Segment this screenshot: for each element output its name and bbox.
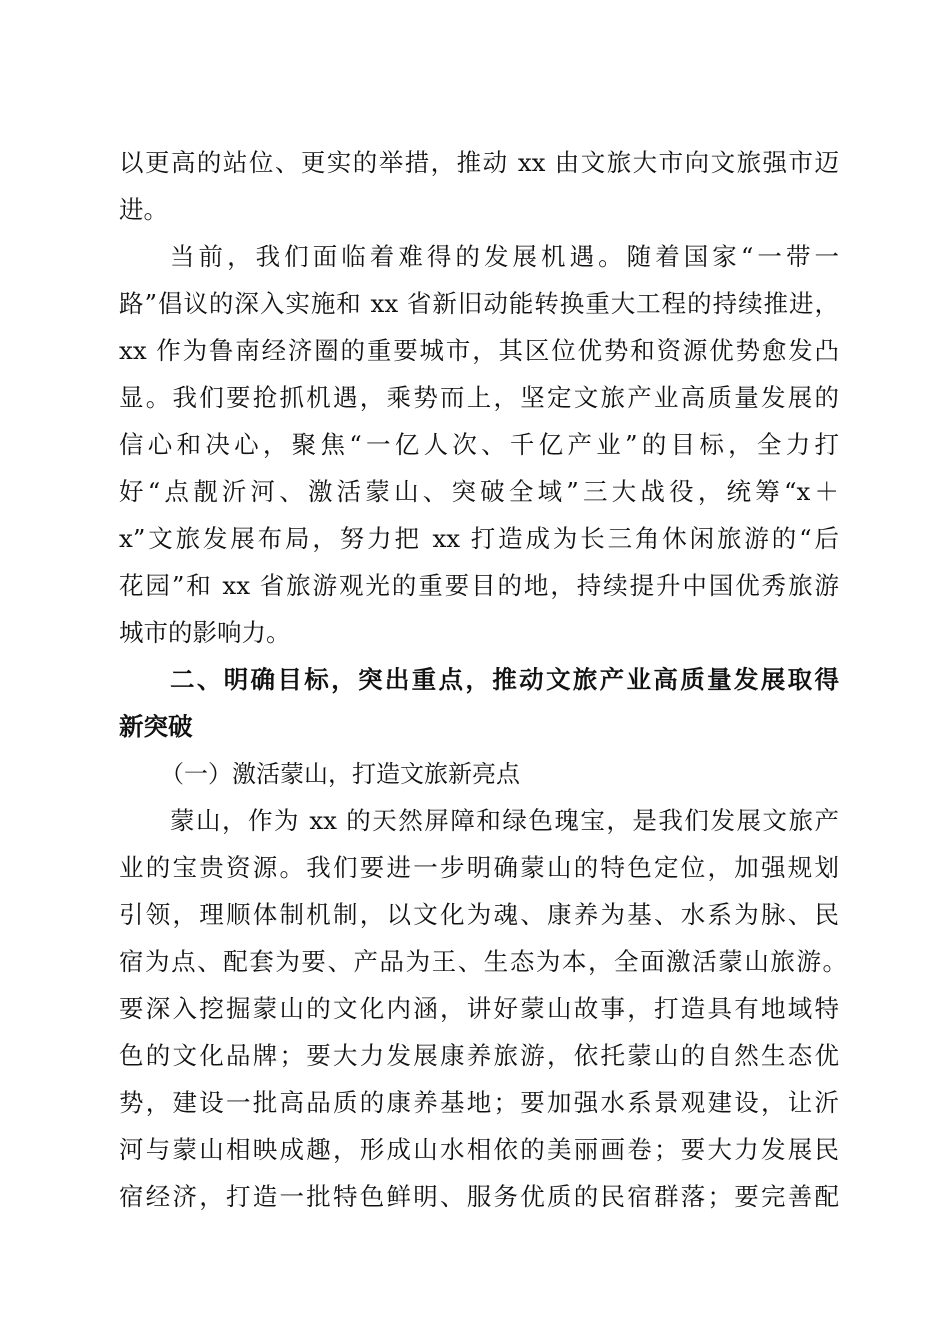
paragraph-line: 进。 <box>119 195 168 224</box>
paragraph-line: 以更高的站位、更实的举措，推动 xx 由文旅大市向文旅强市迈 <box>119 148 839 177</box>
subsection-heading: （一）激活蒙山，打造文旅新亮点 <box>160 760 520 788</box>
paragraph-line: 色的文化品牌；要大力发展康养旅游，依托蒙山的自然生态优 <box>119 1041 839 1070</box>
paragraph-line: 河与蒙山相映成趣，形成山水相依的美丽画卷；要大力发展民 <box>119 1135 839 1164</box>
paragraph-line: 宿为点、配套为要、产品为王、生态为本，全面激活蒙山旅游。 <box>119 947 847 976</box>
paragraph-line: 业的宝贵资源。我们要进一步明确蒙山的特色定位，加强规划 <box>119 853 839 882</box>
paragraph-line: 显。我们要抢抓机遇，乘势而上，坚定文旅产业高质量发展的 <box>119 383 839 412</box>
paragraph-line: 宿经济，打造一批特色鲜明、服务优质的民宿群落；要完善配 <box>119 1182 839 1211</box>
paragraph-line: 好“点靓沂河、激活蒙山、突破全域”三大战役，统筹“x＋ <box>119 477 839 506</box>
paragraph-line: 花园”和 xx 省旅游观光的重要目的地，持续提升中国优秀旅游 <box>119 571 839 600</box>
paragraph-line: 路”倡议的深入实施和 xx 省新旧动能转换重大工程的持续推进， <box>119 289 839 318</box>
section-heading: 二、明确目标，突出重点，推动文旅产业高质量发展取得 <box>170 665 839 694</box>
paragraph-line: 蒙山，作为 xx 的天然屏障和绿色瑰宝，是我们发展文旅产 <box>170 806 839 835</box>
section-heading: 新突破 <box>119 712 193 741</box>
paragraph-line: 当前，我们面临着难得的发展机遇。随着国家“一带一 <box>170 242 839 271</box>
paragraph-line: 引领，理顺体制机制，以文化为魂、康养为基、水系为脉、民 <box>119 900 839 929</box>
paragraph-line: 势，建设一批高品质的康养基地；要加强水系景观建设，让沂 <box>119 1088 839 1117</box>
paragraph-line: 要深入挖掘蒙山的文化内涵，讲好蒙山故事，打造具有地域特 <box>119 994 839 1023</box>
paragraph-line: x”文旅发展布局，努力把 xx 打造成为长三角休闲旅游的“后 <box>119 524 839 553</box>
paragraph-line: xx 作为鲁南经济圈的重要城市，其区位优势和资源优势愈发凸 <box>119 336 839 365</box>
paragraph-line: 城市的影响力。 <box>119 618 291 647</box>
paragraph-line: 信心和决心，聚焦“一亿人次、千亿产业”的目标，全力打 <box>119 430 839 459</box>
